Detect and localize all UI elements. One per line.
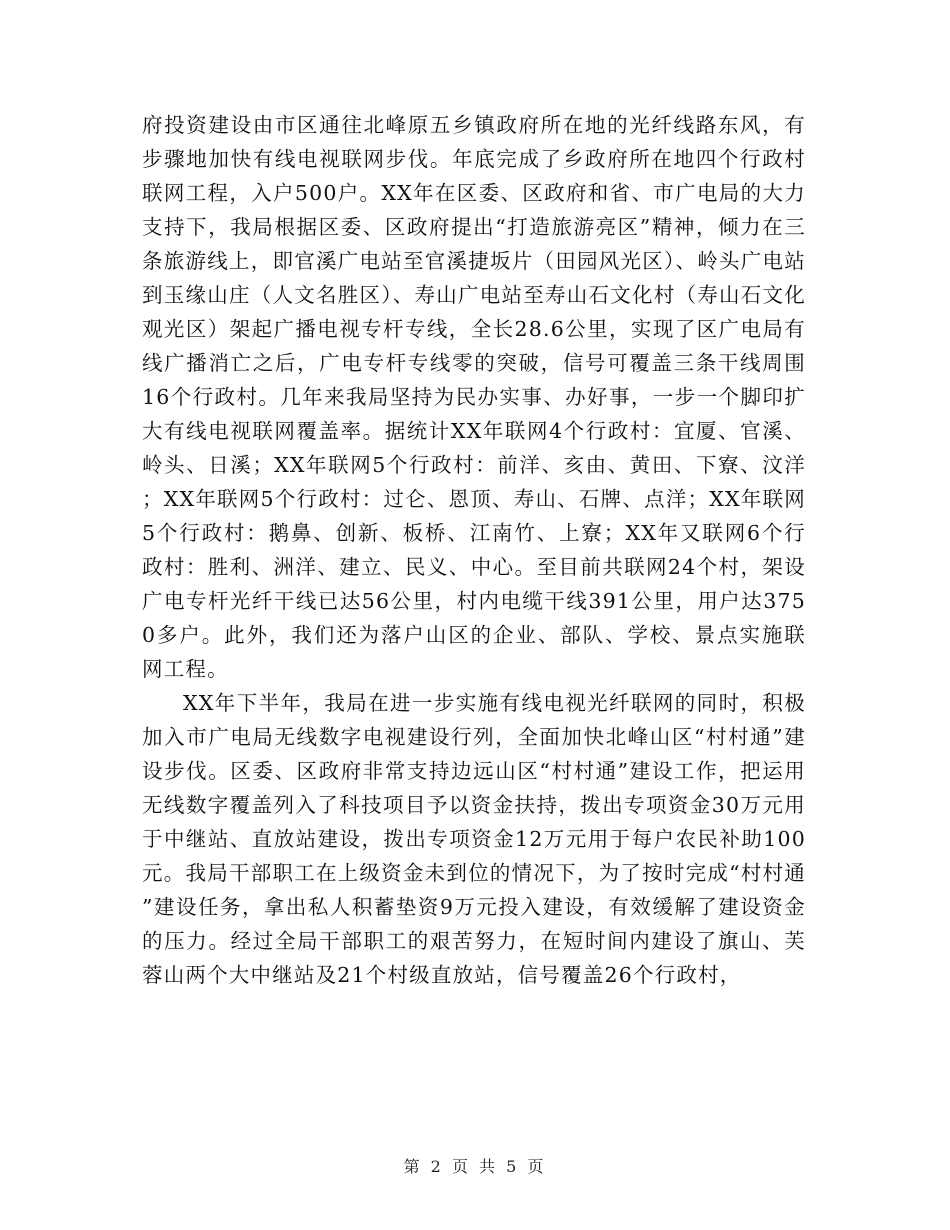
document-body [142, 108, 806, 992]
paragraph-2: XX年下半年，我局在进一步实施有线电视光纤联网的同时，积极加入市广电局无线数字电视建设行列，全面加快北峰山区“村村通”建设步伐。区委、区政府非常支持边远山区“村村通”建设工作，把运用无线数字覆盖列入了科技项目予以资金扶持，拨出专项资金30万元用于中继站、直放站建设，拨出专项资金12万元用于每户农民补助100元。我局干部职工在上级资金未到位的情况下，为了按时完成“村村通”建设任务，拿出私人积蓄垫资9万元投入建设，有效缓解了建设资金的压力。经过全局干部职工的艰苦努力，在短时间内建设了旗山、芙蓉山两个大中继站及21个村级直放站，信号覆盖26个行政村， [142, 691, 806, 987]
page-footer: 第 2 页 共 5 页 [403, 1157, 547, 1176]
paragraph-1: 府投资建设由市区通往北峰原五乡镇政府所在地的光纤线路东风，有步骤地加快有线电视联网步伐。年底完成了乡政府所在地四个行政村联网工程，入户500户。XX年在区委、区政府和省、市广电局的大力支持下，我局根据区委、区政府提出“打造旅游亮区”精神，倾力在三条旅游线上，即官溪广电站至官溪捷坂片（田园风光区）、岭头广电站到玉缘山庄（人文名胜区）、寿山广电站至寿山石文化村（寿山石文化观光区）架起广播电视专杆专线，全长28.6公里，实现了区广电局有线广播消亡之后，广电专杆专线零的突破，信号可覆盖三条干线周围16个行政村。几年来我局坚持为民办实事、办好事，一步一个脚印扩大有线电视联网覆盖率。据统计XX年联网4个行政村：宜厦、官溪、岭头、日溪；XX年联网5个行政村：前洋、亥由、黄田、下寮、汶洋；XX年联网5个行政村：过仑、恩顶、寿山、石牌、点洋；XX年联网5个行政村：鹅鼻、创新、板桥、江南竹、上寮；XX年又联网6个行政村：胜利、洲洋、建立、民义、中心。至目前共联网24个村，架设广电专杆光纤干线已达56公里，村内电缆干线391公里，用户达3750多户。此外，我们还为落户山区的企业、部队、学校、景点实施联网工程。 [142, 113, 806, 681]
